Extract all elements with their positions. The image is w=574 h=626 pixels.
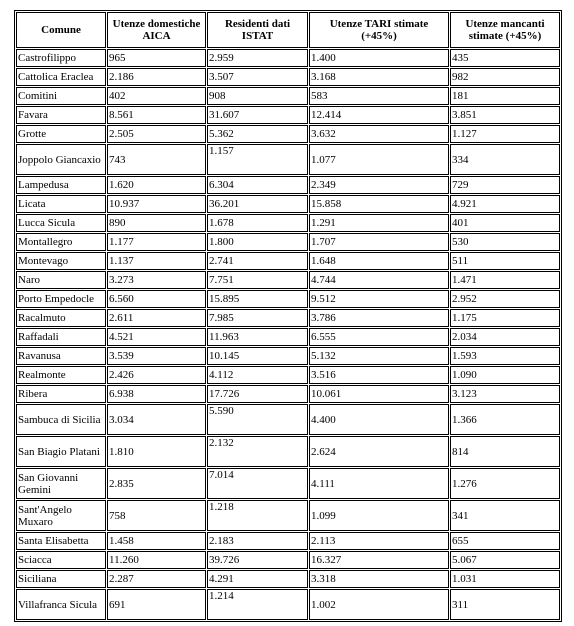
cell-utenze-domestiche: 1.810 (107, 436, 206, 467)
cell-utenze-mancanti: 4.921 (450, 195, 560, 213)
cell-residenti: 6.304 (207, 176, 308, 194)
cell-utenze-tari: 6.555 (309, 328, 449, 346)
cell-utenze-domestiche: 1.137 (107, 252, 206, 270)
cell-residenti: 10.145 (207, 347, 308, 365)
table-row (16, 309, 560, 327)
cell-comune: Siciliana (16, 570, 106, 588)
cell-utenze-mancanti: 401 (450, 214, 560, 232)
cell-utenze-mancanti: 311 (450, 589, 560, 620)
cell-utenze-domestiche: 2.505 (107, 125, 206, 143)
cell-residenti: 39.726 (207, 551, 308, 569)
cell-utenze-domestiche: 2.287 (107, 570, 206, 588)
cell-residenti: 7.014 (207, 468, 308, 499)
cell-comune: Lampedusa (16, 176, 106, 194)
cell-utenze-mancanti: 814 (450, 436, 560, 467)
cell-comune: Montevago (16, 252, 106, 270)
cell-utenze-mancanti: 181 (450, 87, 560, 105)
cell-utenze-mancanti: 655 (450, 532, 560, 550)
cell-utenze-mancanti: 435 (450, 49, 560, 67)
utenze-table (14, 10, 562, 622)
table-row (16, 436, 560, 467)
cell-comune: Naro (16, 271, 106, 289)
table-row (16, 347, 560, 365)
cell-utenze-domestiche: 6.560 (107, 290, 206, 308)
cell-residenti: 31.607 (207, 106, 308, 124)
cell-utenze-tari: 3.632 (309, 125, 449, 143)
cell-comune: Comitini (16, 87, 106, 105)
table-row (16, 385, 560, 403)
cell-comune: Sant'Angelo Muxaro (16, 500, 106, 531)
table-row (16, 233, 560, 251)
cell-utenze-tari: 5.132 (309, 347, 449, 365)
cell-utenze-domestiche: 1.620 (107, 176, 206, 194)
cell-utenze-mancanti: 511 (450, 252, 560, 270)
cell-utenze-tari: 3.168 (309, 68, 449, 86)
cell-utenze-domestiche: 691 (107, 589, 206, 620)
cell-utenze-domestiche: 11.260 (107, 551, 206, 569)
cell-utenze-mancanti: 729 (450, 176, 560, 194)
cell-utenze-domestiche: 3.539 (107, 347, 206, 365)
cell-utenze-mancanti: 1.127 (450, 125, 560, 143)
cell-utenze-domestiche: 2.426 (107, 366, 206, 384)
cell-utenze-mancanti: 2.952 (450, 290, 560, 308)
cell-residenti: 2.959 (207, 49, 308, 67)
cell-utenze-mancanti: 1.031 (450, 570, 560, 588)
table-row (16, 532, 560, 550)
cell-utenze-mancanti: 3.123 (450, 385, 560, 403)
cell-utenze-mancanti: 1.090 (450, 366, 560, 384)
cell-utenze-domestiche: 1.458 (107, 532, 206, 550)
table-row (16, 214, 560, 232)
cell-residenti: 2.183 (207, 532, 308, 550)
table-row (16, 106, 560, 124)
cell-utenze-domestiche: 3.034 (107, 404, 206, 435)
cell-residenti: 15.895 (207, 290, 308, 308)
cell-residenti: 1.800 (207, 233, 308, 251)
header-utenze-tari: Utenze TARI stimate (+45%) (309, 12, 449, 48)
cell-utenze-mancanti: 1.175 (450, 309, 560, 327)
cell-utenze-domestiche: 2.611 (107, 309, 206, 327)
cell-utenze-domestiche: 8.561 (107, 106, 206, 124)
cell-utenze-domestiche: 10.937 (107, 195, 206, 213)
cell-residenti: 11.963 (207, 328, 308, 346)
cell-residenti: 1.678 (207, 214, 308, 232)
cell-utenze-mancanti: 341 (450, 500, 560, 531)
cell-utenze-tari: 1.648 (309, 252, 449, 270)
cell-utenze-tari: 2.624 (309, 436, 449, 467)
cell-comune: Sambuca di Sicilia (16, 404, 106, 435)
table-row (16, 252, 560, 270)
cell-utenze-domestiche: 965 (107, 49, 206, 67)
cell-comune: Sciacca (16, 551, 106, 569)
header-residenti: Residenti dati ISTAT (207, 12, 308, 48)
header-comune: Comune (16, 12, 106, 48)
cell-residenti: 5.362 (207, 125, 308, 143)
cell-comune: Cattolica Eraclea (16, 68, 106, 86)
cell-comune: Montallegro (16, 233, 106, 251)
cell-utenze-tari: 583 (309, 87, 449, 105)
cell-residenti: 7.751 (207, 271, 308, 289)
cell-residenti: 2.132 (207, 436, 308, 467)
table-container (14, 10, 562, 622)
cell-utenze-tari: 3.516 (309, 366, 449, 384)
cell-utenze-tari: 1.002 (309, 589, 449, 620)
table-row (16, 589, 560, 620)
cell-comune: Lucca Sicula (16, 214, 106, 232)
table-row (16, 366, 560, 384)
cell-residenti: 3.507 (207, 68, 308, 86)
cell-utenze-domestiche: 743 (107, 144, 206, 175)
cell-utenze-mancanti: 1.471 (450, 271, 560, 289)
cell-utenze-mancanti: 334 (450, 144, 560, 175)
cell-utenze-tari: 4.111 (309, 468, 449, 499)
table-row (16, 87, 560, 105)
cell-utenze-tari: 2.113 (309, 532, 449, 550)
cell-utenze-tari: 1.707 (309, 233, 449, 251)
cell-comune: San Giovanni Gemini (16, 468, 106, 499)
table-row (16, 68, 560, 86)
header-utenze-domestiche: Utenze domestiche AICA (107, 12, 206, 48)
cell-comune: Raffadali (16, 328, 106, 346)
table-row (16, 195, 560, 213)
cell-utenze-mancanti: 2.034 (450, 328, 560, 346)
table-row (16, 570, 560, 588)
cell-comune: Favara (16, 106, 106, 124)
table-row (16, 271, 560, 289)
cell-utenze-domestiche: 6.938 (107, 385, 206, 403)
cell-utenze-domestiche: 1.177 (107, 233, 206, 251)
cell-utenze-domestiche: 890 (107, 214, 206, 232)
cell-residenti: 1.214 (207, 589, 308, 620)
cell-residenti: 4.291 (207, 570, 308, 588)
table-row (16, 328, 560, 346)
cell-utenze-tari: 4.400 (309, 404, 449, 435)
cell-residenti: 1.218 (207, 500, 308, 531)
cell-comune: Realmonte (16, 366, 106, 384)
cell-utenze-domestiche: 758 (107, 500, 206, 531)
table-row (16, 500, 560, 531)
table-row (16, 404, 560, 435)
cell-utenze-mancanti: 3.851 (450, 106, 560, 124)
header-row (16, 12, 560, 48)
table-row (16, 125, 560, 143)
cell-utenze-tari: 10.061 (309, 385, 449, 403)
cell-utenze-tari: 1.099 (309, 500, 449, 531)
cell-comune: Licata (16, 195, 106, 213)
cell-utenze-mancanti: 1.276 (450, 468, 560, 499)
cell-residenti: 17.726 (207, 385, 308, 403)
cell-utenze-domestiche: 4.521 (107, 328, 206, 346)
table-row (16, 176, 560, 194)
cell-comune: Joppolo Giancaxio (16, 144, 106, 175)
cell-residenti: 908 (207, 87, 308, 105)
cell-comune: Santa Elisabetta (16, 532, 106, 550)
cell-comune: Villafranca Sicula (16, 589, 106, 620)
cell-residenti: 2.741 (207, 252, 308, 270)
cell-comune: Ravanusa (16, 347, 106, 365)
cell-comune: Castrofilippo (16, 49, 106, 67)
cell-utenze-mancanti: 1.593 (450, 347, 560, 365)
cell-comune: Grotte (16, 125, 106, 143)
cell-utenze-domestiche: 402 (107, 87, 206, 105)
cell-residenti: 4.112 (207, 366, 308, 384)
cell-utenze-tari: 4.744 (309, 271, 449, 289)
cell-residenti: 36.201 (207, 195, 308, 213)
cell-utenze-tari: 16.327 (309, 551, 449, 569)
cell-comune: Ribera (16, 385, 106, 403)
cell-utenze-mancanti: 530 (450, 233, 560, 251)
cell-utenze-domestiche: 2.835 (107, 468, 206, 499)
table-row (16, 468, 560, 499)
cell-utenze-mancanti: 1.366 (450, 404, 560, 435)
table-row (16, 551, 560, 569)
cell-utenze-tari: 12.414 (309, 106, 449, 124)
cell-utenze-domestiche: 3.273 (107, 271, 206, 289)
table-row (16, 144, 560, 175)
cell-utenze-tari: 1.077 (309, 144, 449, 175)
cell-utenze-mancanti: 5.067 (450, 551, 560, 569)
cell-utenze-tari: 1.291 (309, 214, 449, 232)
cell-utenze-mancanti: 982 (450, 68, 560, 86)
cell-utenze-tari: 3.318 (309, 570, 449, 588)
cell-residenti: 5.590 (207, 404, 308, 435)
cell-comune: Porto Empedocle (16, 290, 106, 308)
cell-residenti: 7.985 (207, 309, 308, 327)
cell-utenze-tari: 1.400 (309, 49, 449, 67)
cell-comune: San Biagio Platani (16, 436, 106, 467)
table-body (16, 49, 560, 620)
cell-utenze-tari: 15.858 (309, 195, 449, 213)
cell-residenti: 1.157 (207, 144, 308, 175)
header-utenze-mancanti: Utenze mancanti stimate (+45%) (450, 12, 560, 48)
cell-utenze-domestiche: 2.186 (107, 68, 206, 86)
table-row (16, 49, 560, 67)
cell-utenze-tari: 2.349 (309, 176, 449, 194)
cell-utenze-tari: 3.786 (309, 309, 449, 327)
cell-comune: Racalmuto (16, 309, 106, 327)
cell-utenze-tari: 9.512 (309, 290, 449, 308)
table-row (16, 290, 560, 308)
